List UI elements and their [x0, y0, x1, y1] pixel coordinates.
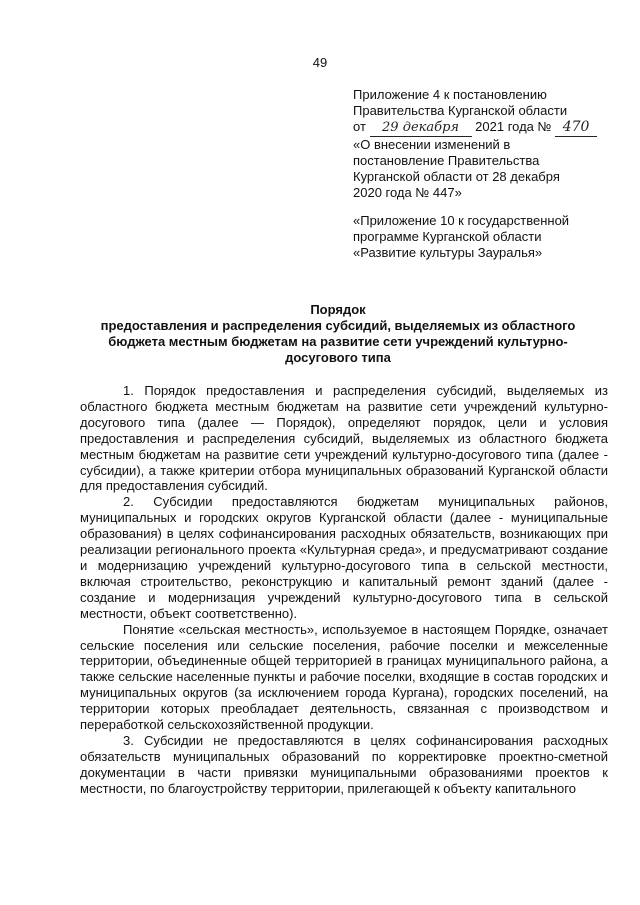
- appendix-line-2: Правительства Курганской области: [353, 103, 568, 118]
- appendix-header: [353, 87, 623, 201]
- paragraph-2: 2. Субсидии предоставляются бюджетам муниципальных районов, муниципальных и городских округов Курганской области (далее - муниципальные образования) в целях софинансирования расходных обязательств, возникающих при реализации регионального проекта «Культурная среда», и предусматривают создание и модернизацию учреждений культурно-досугового типа в сельской местности, включая строительство, реконструкцию и капитальный ремонт зданий (далее - создание и модернизация учреждений культурно-досугового типа в сельской местности, объект соответственно).: [80, 494, 608, 621]
- appendix-line-7: 2020 года № 447»: [353, 185, 462, 200]
- appendix-line-1: Приложение 4 к постановлению: [353, 87, 547, 102]
- document-body: [80, 383, 608, 797]
- title-line-4: досугового типа: [285, 350, 391, 365]
- title-line-3: бюджета местным бюджетам на развитие сети учреждений культурно-: [108, 334, 568, 349]
- program-line-2: программе Курганской области: [353, 229, 542, 244]
- handwritten-date: 29 декабря: [370, 121, 472, 137]
- title-line-1: Порядок: [310, 302, 366, 317]
- title-line-2: предоставления и распределения субсидий, выделяемых из областного: [100, 318, 576, 333]
- page-number: 49: [312, 55, 328, 70]
- date-prefix: от: [353, 119, 366, 134]
- paragraph-3: Понятие «сельская местность», используемое в настоящем Порядке, означает сельские поселения или сельские поселения, рабочие поселки и межселенные территории, объединенные общей территорией в границах муниципального района, а также сельские населенные пункты и рабочие поселки, входящие в состав городских и муниципальных округов (за исключением города Кургана), городских поселений, на территории которых преобладает деятельность, связанная с производством и переработкой сельскохозяйственной продукции.: [80, 621, 608, 733]
- program-line-1: «Приложение 10 к государственной: [353, 213, 570, 228]
- document-title: [68, 302, 608, 366]
- appendix-line-5: постановление Правительства: [353, 153, 540, 168]
- program-appendix-header: [353, 213, 623, 261]
- handwritten-number: 470: [555, 121, 597, 137]
- appendix-line-6: Курганской области от 28 декабря: [353, 169, 560, 184]
- paragraph-4: 3. Субсидии не предоставляются в целях софинансирования расходных обязательств муниципальных образований по корректировке проектно-сметной документации в части привязки муниципальными образованиями проектов к местности, по благоустройству территории, прилегающей к объекту капитального: [80, 732, 608, 796]
- appendix-date-line: [353, 119, 623, 137]
- appendix-line-4: «О внесении изменений в: [353, 137, 511, 152]
- program-line-3: «Развитие культуры Зауралья»: [353, 245, 543, 260]
- paragraph-1: 1. Порядок предоставления и распределения субсидий, выделяемых из областного бюджета местным бюджетам на развитие сети учреждений культурно-досугового типа (далее — Порядок), определяют порядок, цели и условия предоставления и распределения субсидий, выделяемых из областного бюджета местным бюджетам на развитие сети учреждений культурно-досугового типа (далее - субсидии), а также критерии отбора муниципальных образований Курганской области для предоставления субсидий.: [80, 383, 608, 494]
- year-text: 2021 года №: [475, 119, 552, 134]
